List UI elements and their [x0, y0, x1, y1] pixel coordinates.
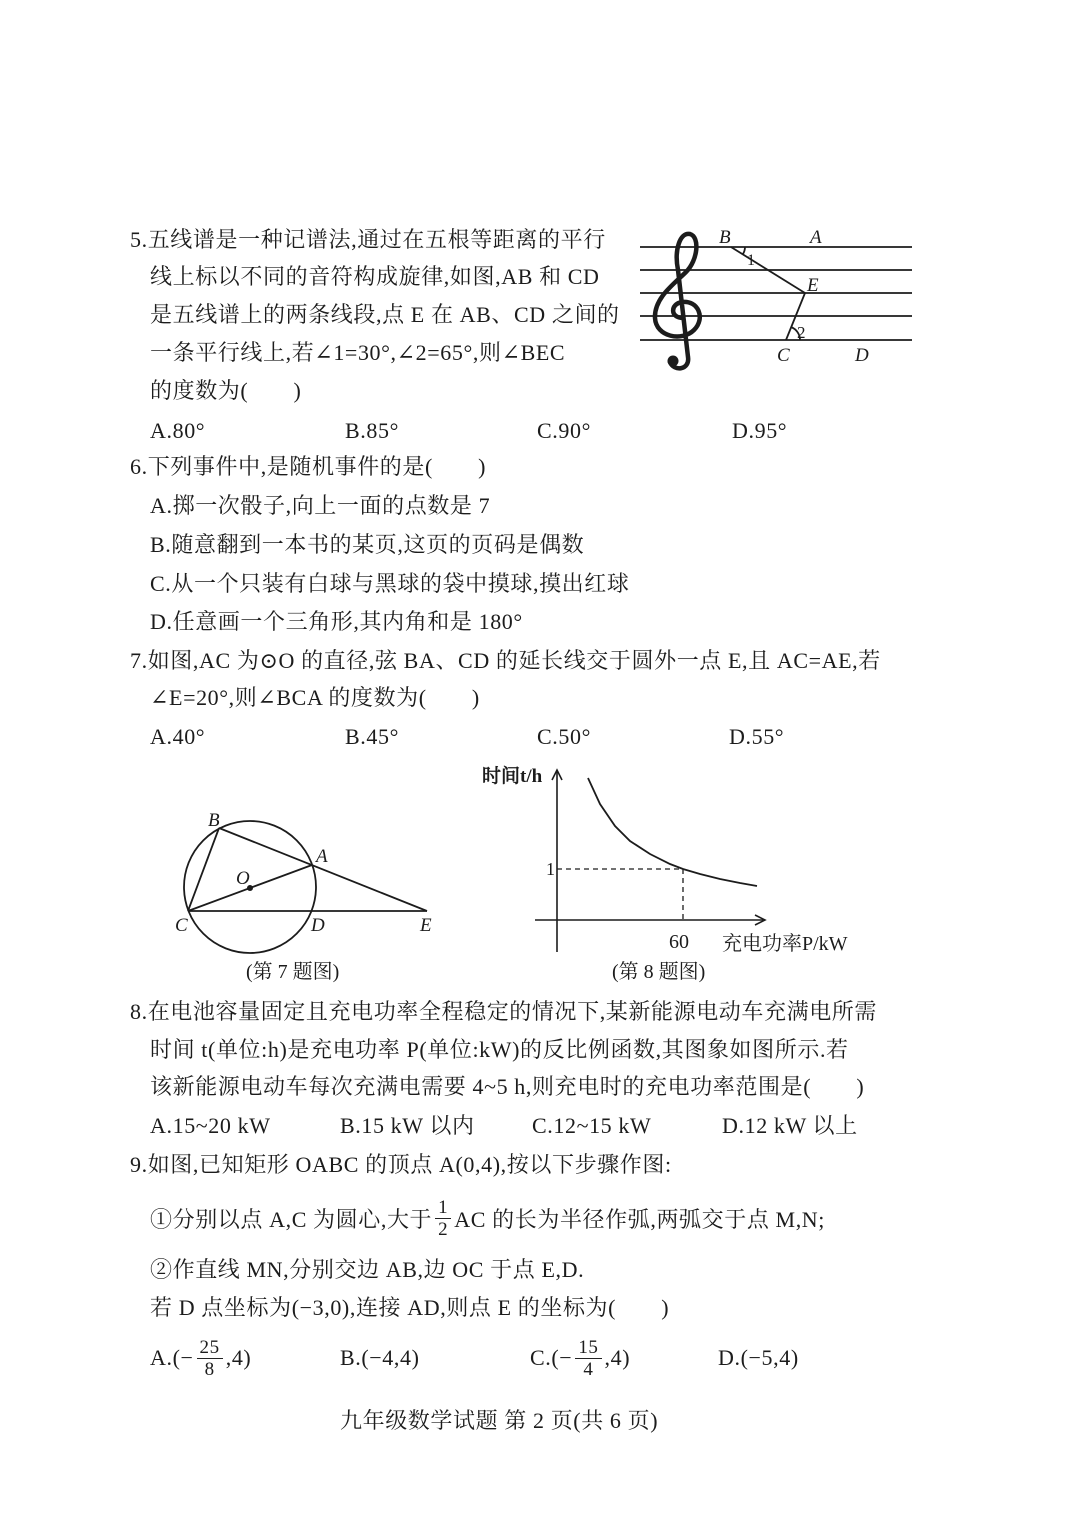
label-b: B	[208, 810, 220, 831]
label-d: D	[311, 915, 325, 936]
q5-line-2: 线上标以不同的音符构成旋律,如图,AB 和 CD	[150, 264, 600, 289]
q8-line-2: 时间 t(单位:h)是充电功率 P(单位:kW)的反比例函数,其图象如图所示.若	[150, 1037, 849, 1062]
q5-line-3: 是五线谱上的两条线段,点 E 在 AB、CD 之间的	[150, 302, 620, 327]
page-footer: 九年级数学试题 第 2 页(共 6 页)	[340, 1408, 659, 1433]
q9-option-c-fraction	[575, 1337, 601, 1380]
q7-figure-caption: (第 7 题图)	[246, 961, 340, 983]
q8-option-b: B.15 kW 以内	[340, 1113, 475, 1138]
segment-be	[219, 828, 427, 911]
fraction-numerator: 1	[435, 1197, 451, 1219]
q9-option-d: D.(−5,4)	[718, 1345, 799, 1370]
q5-staff-figure	[630, 222, 920, 377]
fraction-numerator: 25	[197, 1337, 223, 1359]
q6-option-d: D.任意画一个三角形,其内角和是 180°	[150, 609, 523, 634]
q8-graph-figure	[470, 758, 880, 958]
q9-step-2: ②作直线 MN,分别交边 AB,边 OC 于点 E,D.	[150, 1257, 585, 1282]
q8-line-1: 8.在电池容量固定且充电功率全程稳定的情况下,某新能源电动车充满电所需	[130, 999, 878, 1024]
q5-line-5: 的度数为( )	[150, 378, 302, 403]
q8-option-a: A.15~20 kW	[150, 1113, 271, 1138]
q5-line-1: 5.五线谱是一种记谱法,通过在五根等距离的平行	[130, 227, 606, 252]
q8-option-d: D.12 kW 以上	[722, 1113, 858, 1138]
q9-step-1-text-after: AC 的长为半径作弧,两弧交于点 M,N;	[454, 1206, 826, 1232]
q5-option-a: A.80°	[150, 418, 206, 443]
label-e: E	[420, 915, 432, 936]
q7-circle-figure	[165, 800, 455, 940]
q9-option-a-suffix: ,4)	[225, 1345, 252, 1370]
treble-clef-icon	[655, 234, 700, 368]
x-axis-label: 充电功率P/kW	[722, 933, 848, 955]
y-axis-label: 时间t/h	[482, 766, 543, 787]
q9-stem: 9.如图,已知矩形 OABC 的顶点 A(0,4),按以下步骤作图:	[130, 1152, 672, 1177]
q7-option-b: B.45°	[345, 724, 399, 749]
q7-line-2: ∠E=20°,则∠BCA 的度数为( )	[150, 685, 480, 710]
q9-option-c-prefix: C.(−	[530, 1345, 573, 1370]
label-a: A	[810, 227, 822, 248]
q9-option-c	[530, 1333, 630, 1383]
angle-1-arc	[743, 247, 745, 254]
label-c: C	[777, 345, 790, 366]
q6-option-a: A.掷一次骰子,向上一面的点数是 7	[150, 493, 491, 518]
fraction-denominator: 2	[438, 1218, 449, 1240]
q7-option-c: C.50°	[537, 724, 591, 749]
q6-option-c: C.从一个只装有白球与黑球的袋中摸球,摸出红球	[150, 571, 630, 596]
y-tick-label: 1	[546, 859, 555, 879]
q9-option-a-prefix: A.(−	[150, 1345, 194, 1370]
q8-figure-caption: (第 8 题图)	[612, 961, 706, 983]
fraction-denominator: 8	[204, 1358, 215, 1380]
q6-option-b: B.随意翻到一本书的某页,这页的页码是偶数	[150, 532, 585, 557]
q8-option-c: C.12~15 kW	[532, 1113, 652, 1138]
q5-option-d: D.95°	[732, 418, 788, 443]
q8-line-3: 该新能源电动车每次充满电需要 4~5 h,则充电时的充电功率范围是( )	[150, 1074, 865, 1099]
q9-option-a-fraction	[197, 1337, 223, 1380]
label-b: B	[719, 227, 731, 248]
q6-stem: 6.下列事件中,是随机事件的是( )	[130, 454, 487, 479]
fraction-numerator: 15	[575, 1337, 601, 1359]
q9-step-3: 若 D 点坐标为(−3,0),连接 AD,则点 E 的坐标为( )	[150, 1295, 670, 1320]
label-a: A	[316, 846, 328, 867]
label-angle-2: 2	[797, 323, 806, 342]
fraction-one-half	[435, 1197, 451, 1240]
label-angle-1: 1	[747, 252, 755, 269]
label-c: C	[175, 915, 188, 936]
q5-option-b: B.85°	[345, 418, 399, 443]
q7-option-a: A.40°	[150, 724, 206, 749]
q9-option-b: B.(−4,4)	[340, 1345, 420, 1370]
q9-step-1-text-before: ①分别以点 A,C 为圆心,大于	[150, 1206, 433, 1232]
q9-step-1	[150, 1193, 825, 1243]
label-o: O	[236, 868, 250, 889]
q7-option-d: D.55°	[729, 724, 785, 749]
fraction-denominator: 4	[583, 1358, 594, 1380]
x-tick-label: 60	[669, 931, 689, 953]
q9-option-a	[150, 1333, 251, 1383]
label-e: E	[807, 275, 819, 296]
inverse-curve	[588, 778, 757, 886]
q5-line-4: 一条平行线上,若∠1=30°,∠2=65°,则∠BEC	[150, 340, 566, 365]
q7-line-1: 7.如图,AC 为⊙O 的直径,弦 BA、CD 的延长线交于圆外一点 E,且 AC=AE,若	[130, 648, 881, 673]
q5-option-c: C.90°	[537, 418, 591, 443]
q9-option-c-suffix: ,4)	[604, 1345, 631, 1370]
label-d: D	[855, 345, 869, 366]
